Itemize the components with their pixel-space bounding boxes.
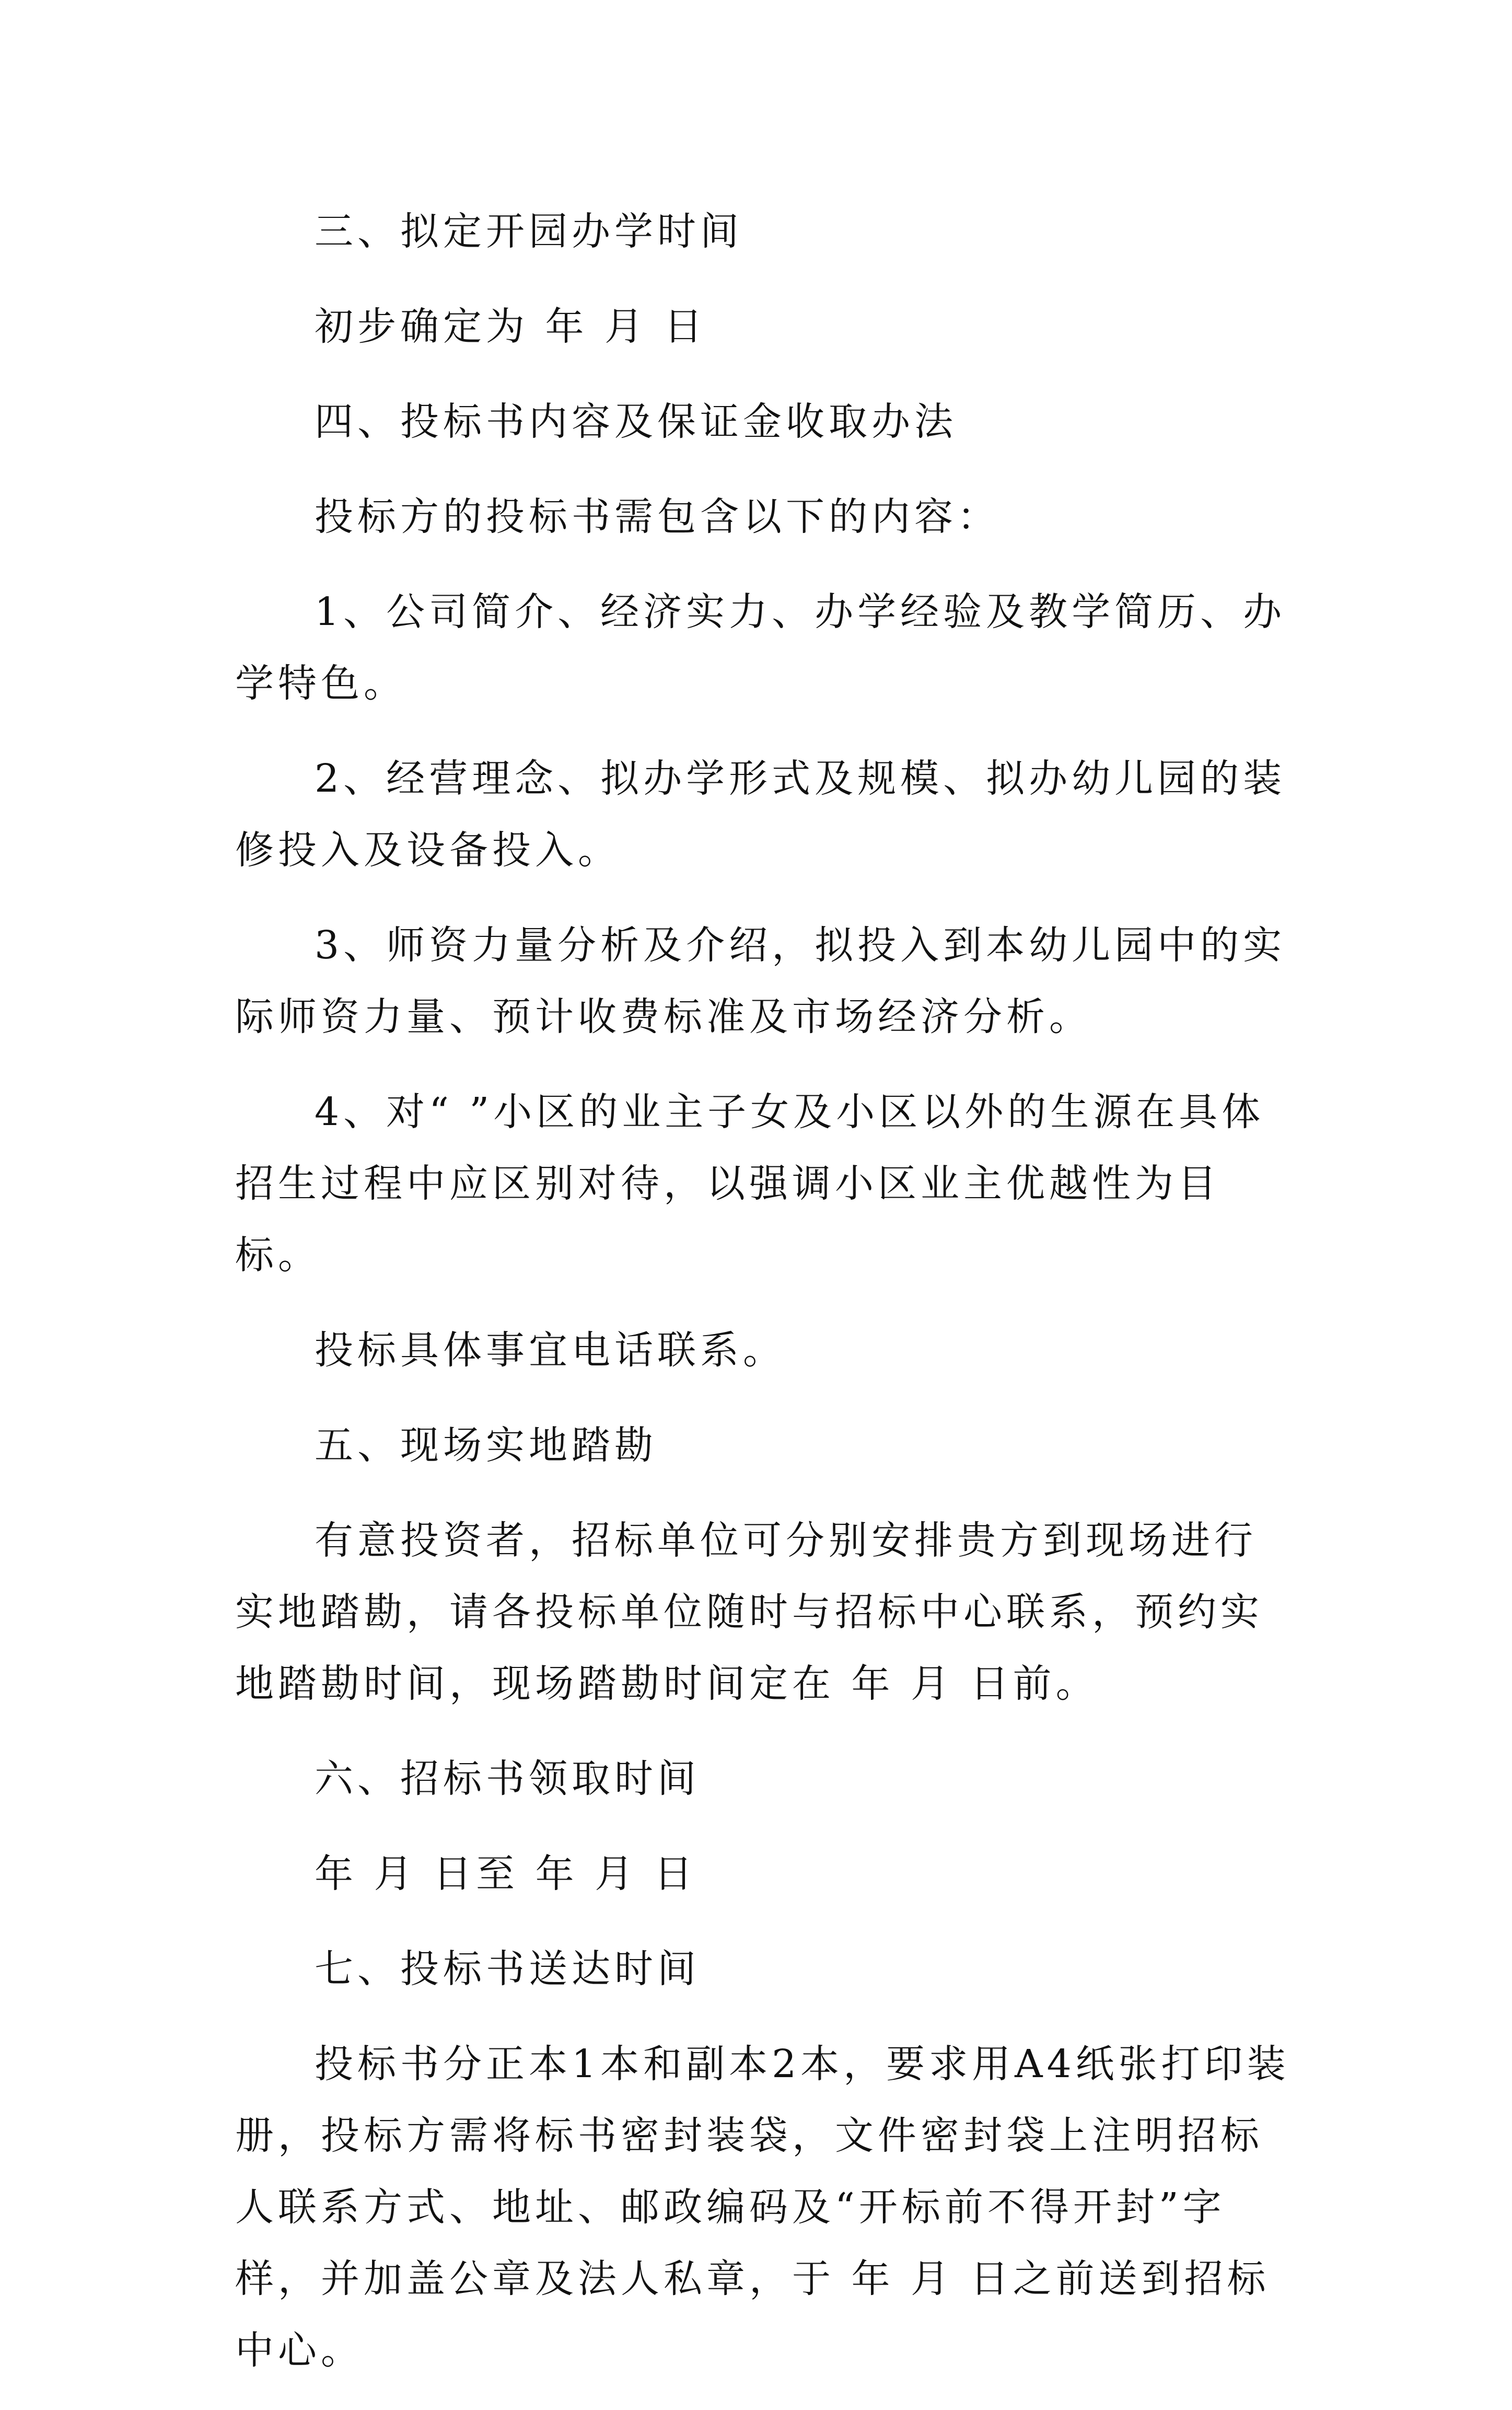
paragraph-site-survey: 有意投资者，招标单位可分别安排贵方到现场进行实地踏勘，请各投标单位随时与招标中心联系，预约实地踏勘时间，现场踏勘时间定在 年 月 日前。 xyxy=(235,1518,1263,1706)
list-item-2: 2、经营理念、拟办学形式及规模、拟办幼儿园的装修投入及设备投入。 xyxy=(235,756,1286,873)
section-heading-opening-time: 三、拟定开园办学时间 xyxy=(315,209,743,254)
list-item-4: 4、对“ ”小区的业主子女及小区以外的生源在具体招生过程中应区别对待，以强调小区业主优越性为目标。 xyxy=(235,1090,1265,1278)
section-heading-delivery-time: 七、投标书送达时间 xyxy=(315,1946,700,1991)
section-heading-collection-time: 六、招标书领取时间 xyxy=(315,1756,700,1801)
section-heading-bid-content: 四、投标书内容及保证金收取办法 xyxy=(315,399,957,444)
list-item-3: 3、师资力量分析及介绍，拟投入到本幼儿园中的实际师资力量、预计收费标准及市场经济分析。 xyxy=(235,923,1286,1039)
list-item-1: 1、公司简介、经济实力、办学经验及教学简历、办学特色。 xyxy=(235,589,1286,706)
document-body xyxy=(235,196,1293,2410)
paragraph-delivery: 投标书分正本1本和副本2本，要求用A4纸张打印装册，投标方需将标书密封装袋，文件密封袋上注明招标人联系方式、地址、邮政编码及“开标前不得开封”字样，并加盖公章及法人私章，于 年 月 日之前送到招标中心。 xyxy=(235,2042,1290,2373)
paragraph-contact: 投标具体事宜电话联系。 xyxy=(315,1328,786,1373)
paragraph-opening-date: 初步确定为 年 月 日 xyxy=(315,304,707,349)
paragraph-collection-dates: 年 月 日至 年 月 日 xyxy=(315,1851,697,1896)
section-heading-site-survey: 五、现场实地踏勘 xyxy=(315,1423,657,1468)
paragraph-bid-content-intro: 投标方的投标书需包含以下的内容： xyxy=(315,494,1000,539)
